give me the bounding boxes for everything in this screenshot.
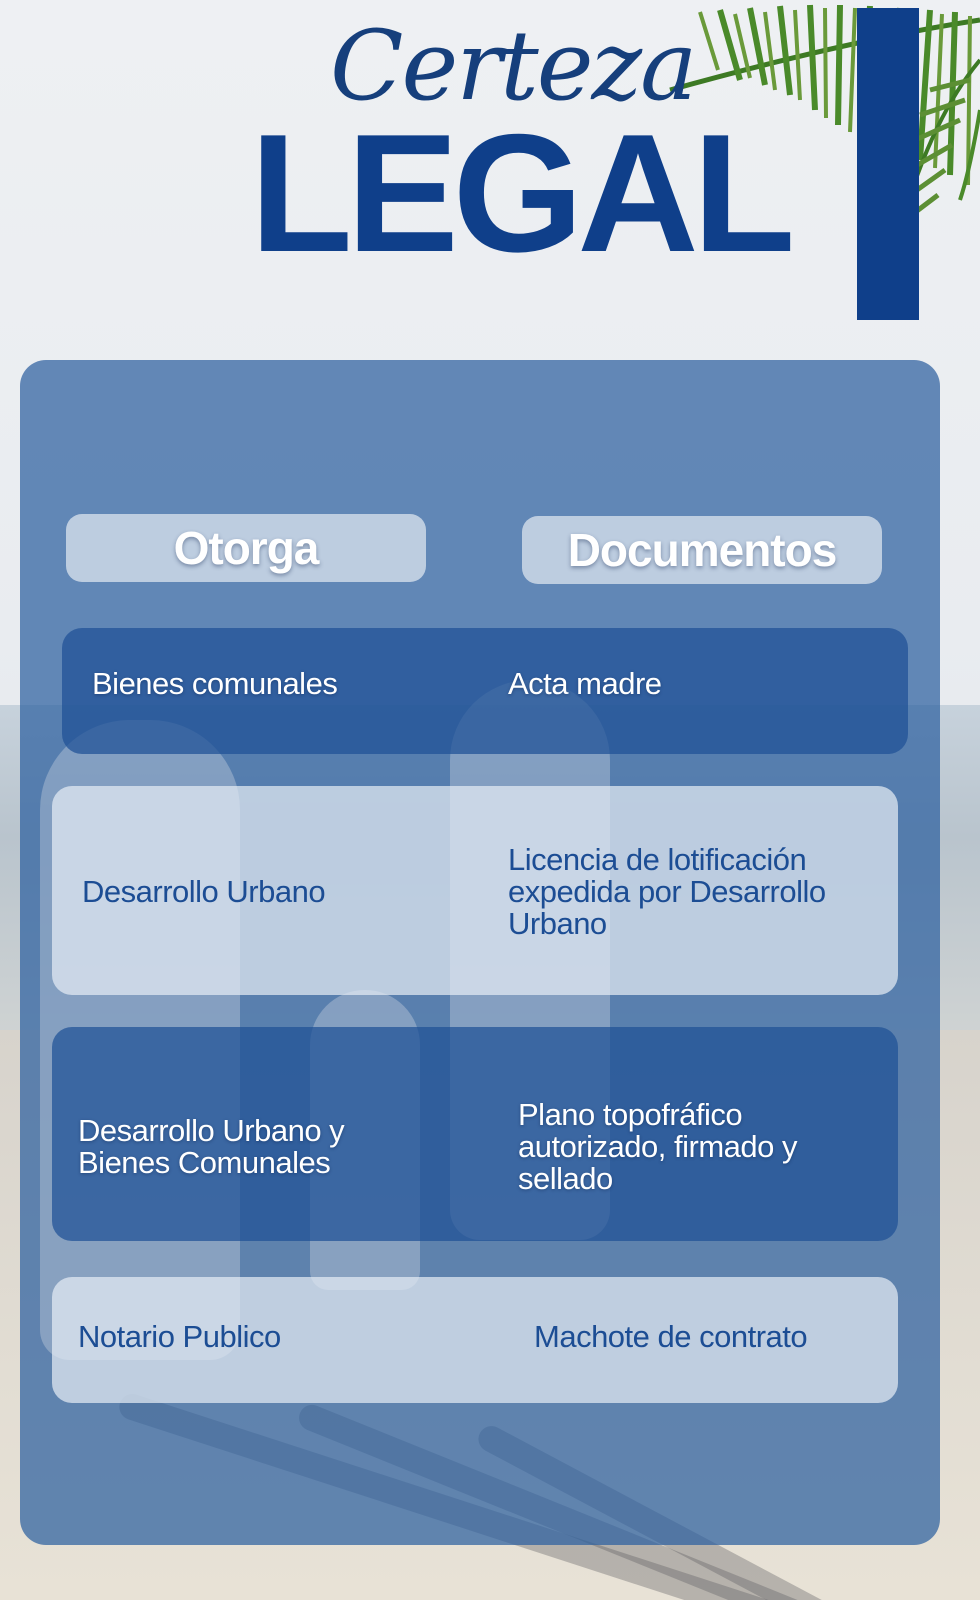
decorative-blue-bar	[857, 8, 919, 320]
header-documentos: Documentos	[522, 516, 882, 584]
otorga-cell: Desarrollo Urbano y Bienes Comunales	[78, 1113, 345, 1180]
documento-cell: Acta madre	[508, 666, 662, 701]
documento-cell: Licencia de lotificación expedida por Desarrollo Urbano	[508, 842, 826, 941]
table-row	[62, 628, 908, 754]
table-row	[52, 1277, 898, 1403]
header-otorga: Otorga	[66, 514, 426, 582]
otorga-cell: Bienes comunales	[92, 666, 338, 701]
title-script: Certeza	[330, 10, 696, 122]
title-main: LEGAL	[250, 99, 790, 287]
table-row	[52, 1027, 898, 1241]
table-row	[52, 786, 898, 995]
otorga-cell: Notario Publico	[78, 1319, 281, 1354]
documento-cell: Plano topofráfico autorizado, firmado y sellado	[518, 1097, 797, 1196]
documento-cell: Machote de contrato	[534, 1319, 808, 1354]
otorga-cell: Desarrollo Urbano	[82, 874, 326, 909]
